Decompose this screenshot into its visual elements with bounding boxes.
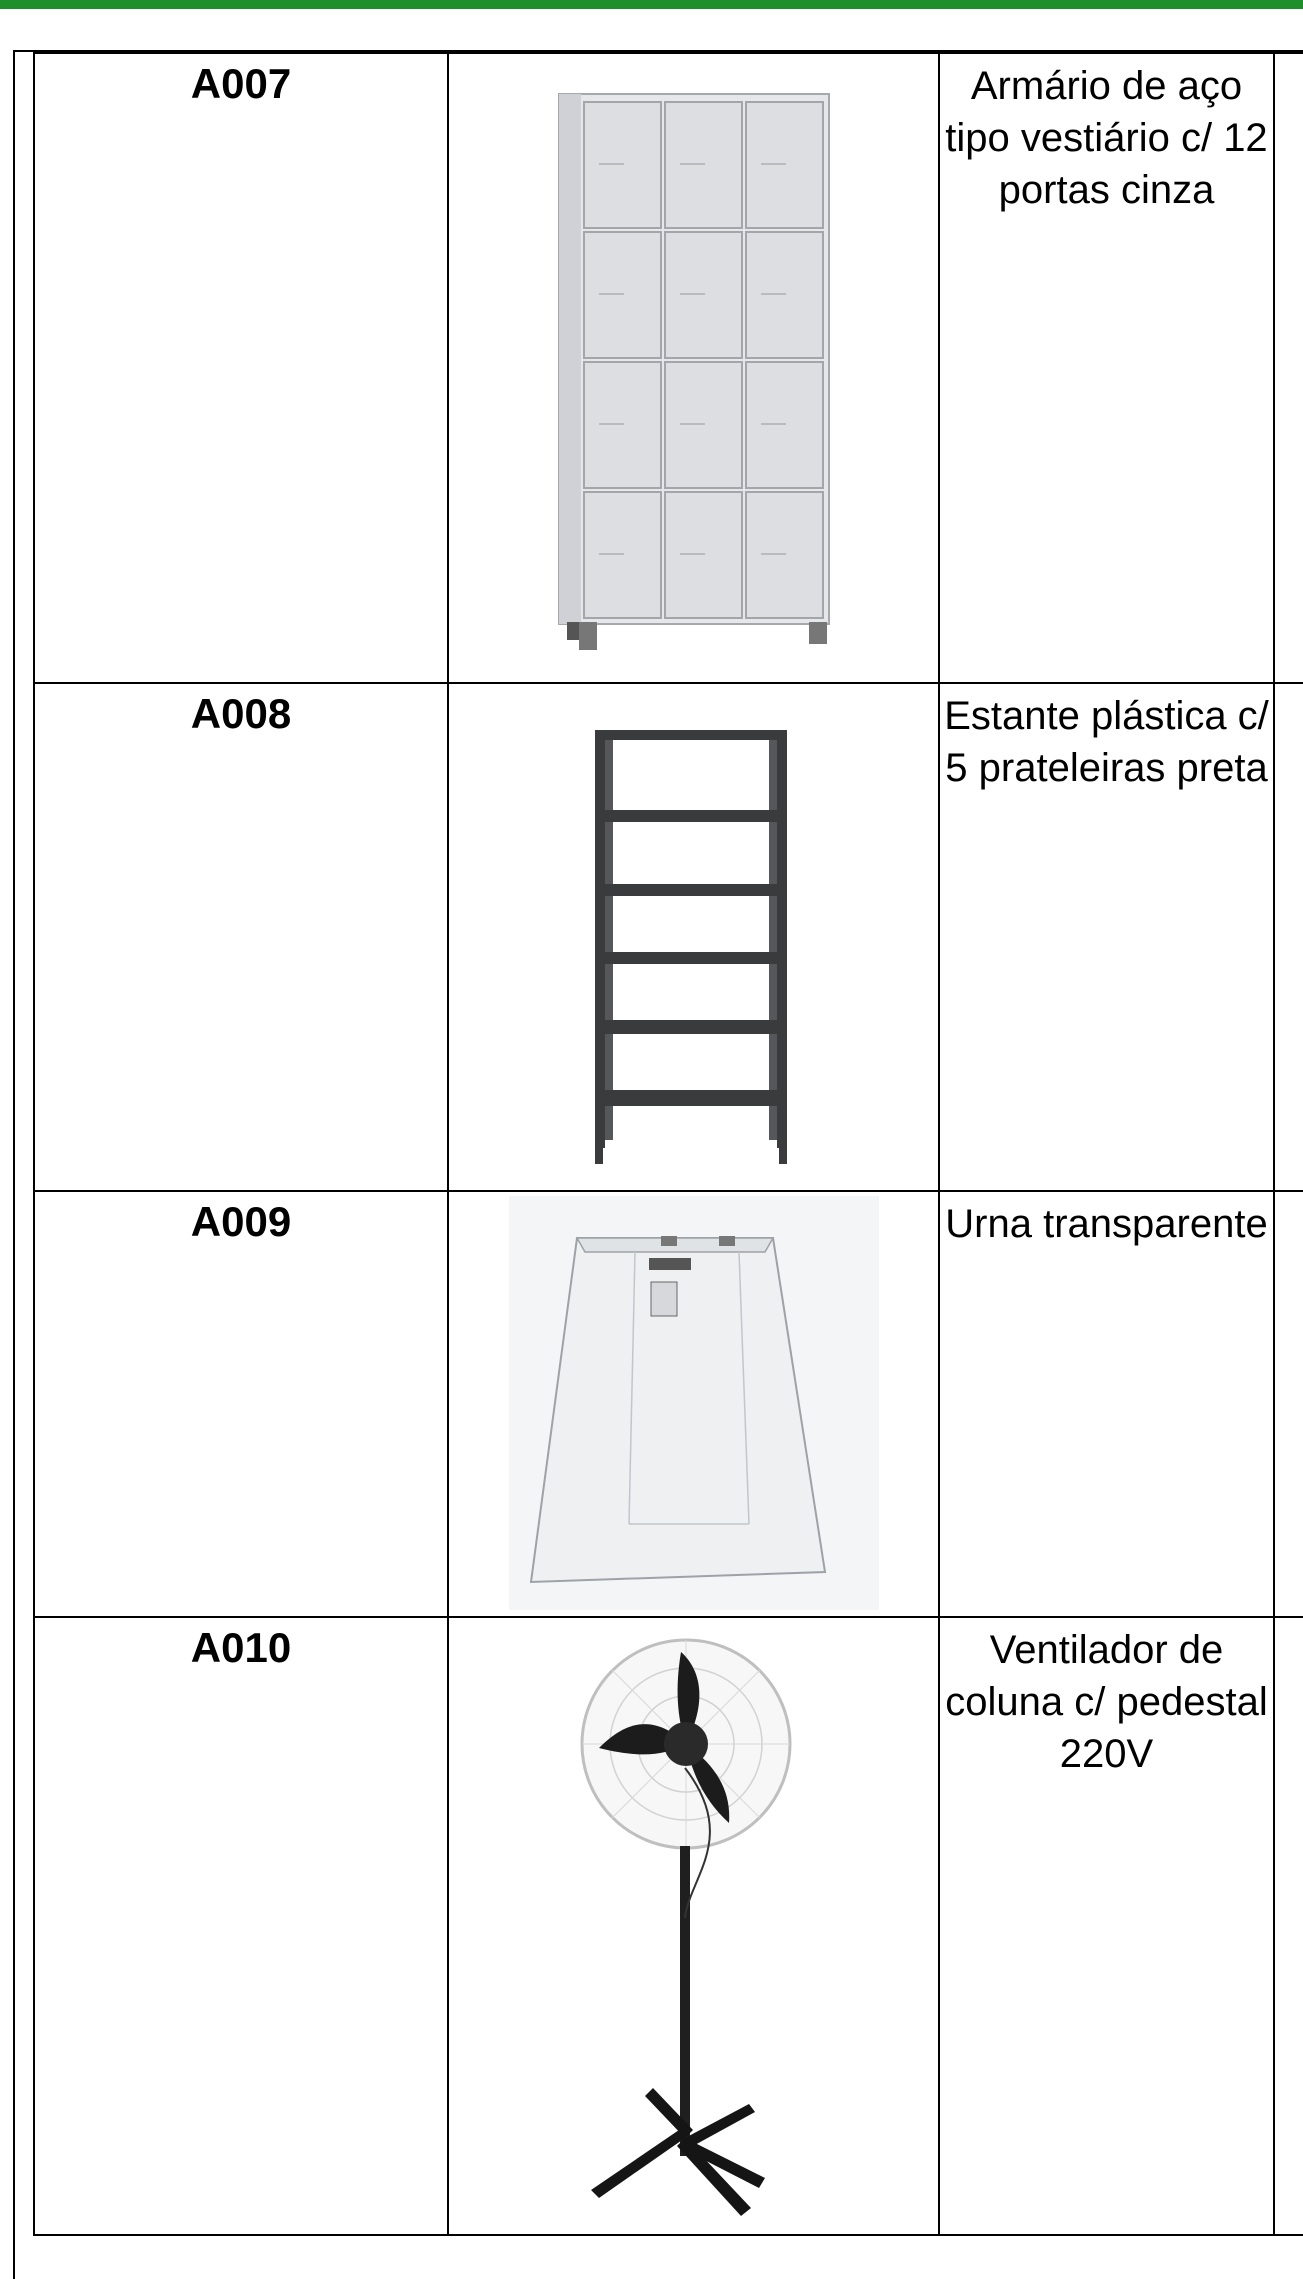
- item-code: A008: [34, 683, 448, 1191]
- table-row: [34, 1191, 1303, 1617]
- catalog-table: [33, 52, 1303, 2236]
- item-image-cell: [448, 683, 939, 1191]
- item-description: Urna transparente: [939, 1191, 1274, 1617]
- item-description: Ventilador de coluna c/ pedestal 220V: [939, 1617, 1274, 2235]
- item-image-cell: [448, 1617, 939, 2235]
- item-image-cell: [448, 53, 939, 683]
- extra-column-cell: [1274, 53, 1303, 683]
- ballot-box-image: [449, 1192, 936, 1614]
- top-green-bar: [0, 0, 1303, 9]
- item-code: A009: [34, 1191, 448, 1617]
- page-left-border: [13, 50, 15, 2279]
- table-row: [34, 683, 1303, 1191]
- fan-image: [449, 1618, 919, 2232]
- item-description: Estante plástica c/ 5 prateleiras preta: [939, 683, 1274, 1191]
- extra-column-cell: [1274, 1617, 1303, 2235]
- extra-column-cell: [1274, 1191, 1303, 1617]
- item-description: Armário de aço tipo vestiário c/ 12 portas cinza: [939, 53, 1274, 683]
- locker-image: [449, 54, 936, 680]
- shelf-image: [449, 684, 936, 1188]
- extra-column-cell: [1274, 683, 1303, 1191]
- item-code: A010: [34, 1617, 448, 2235]
- table-row: [34, 1617, 1303, 2235]
- item-code: A007: [34, 53, 448, 683]
- table-row: [34, 53, 1303, 683]
- item-image-cell: [448, 1191, 939, 1617]
